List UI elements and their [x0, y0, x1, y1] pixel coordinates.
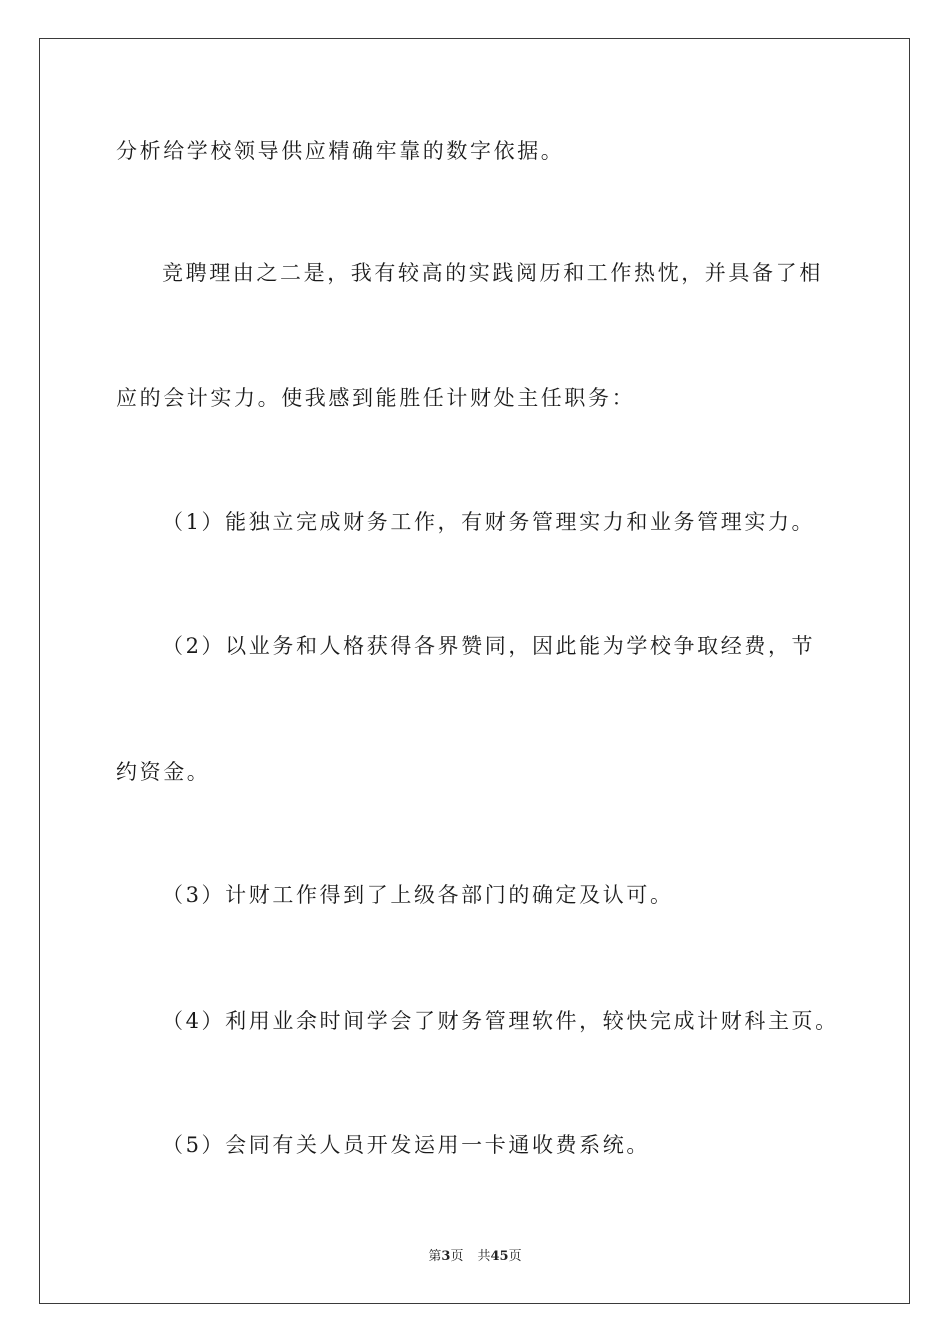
- page-number: 3: [441, 1249, 451, 1264]
- page-border: [39, 38, 910, 1304]
- total-pages: 45: [490, 1249, 509, 1264]
- paragraph-line-3: 应的会计实力。使我感到能胜任计财处主任职务：: [116, 386, 636, 410]
- list-item-1: （1）能独立完成财务工作，有财务管理实力和业务管理实力。: [162, 510, 816, 534]
- paragraph-line-2: 竞聘理由之二是，我有较高的实践阅历和工作热忱，并具备了相: [162, 261, 823, 285]
- page-footer: [0, 1248, 950, 1266]
- list-item-5: （5）会同有关人员开发运用一卡通收费系统。: [162, 1133, 650, 1157]
- list-item-2-continued: 约资金。: [116, 760, 211, 784]
- paragraph-line-1: 分析给学校领导供应精确牢靠的数字依据。: [116, 139, 565, 163]
- page-prefix: 第: [428, 1249, 442, 1264]
- list-item-3: （3）计财工作得到了上级各部门的确定及认可。: [162, 883, 674, 907]
- page-suffix: 页: [450, 1249, 464, 1264]
- total-prefix: 共: [477, 1249, 491, 1264]
- list-item-4: （4）利用业余时间学会了财务管理软件，较快完成计财科主页。: [162, 1009, 839, 1033]
- total-suffix: 页: [508, 1249, 522, 1264]
- list-item-2: （2）以业务和人格获得各界赞同，因此能为学校争取经费，节: [162, 634, 816, 658]
